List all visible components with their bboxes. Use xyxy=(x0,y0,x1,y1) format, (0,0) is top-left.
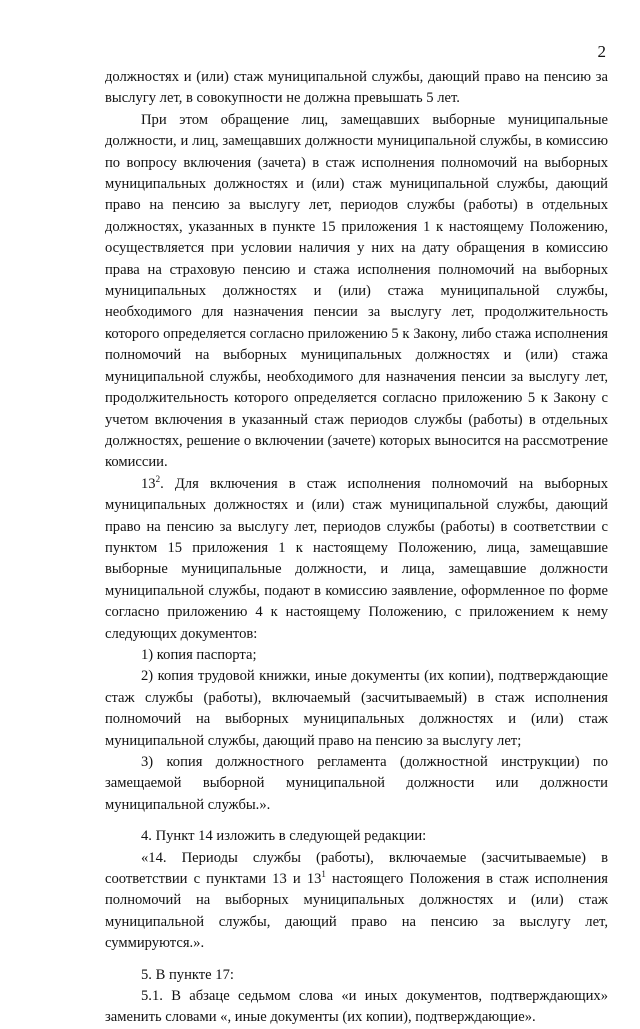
page-number: 2 xyxy=(597,42,606,61)
paragraph-item-4: 4. Пункт 14 изложить в следующей редакции: xyxy=(141,828,427,845)
list-item-passport: 1) копия паспорта; xyxy=(141,646,257,663)
paragraph-appeal-conditions: При этом обращение лиц, замещавших выборные муниципальные должности, и лиц, замещавших должности муниципальной службы, в комиссию по вопросу включения (зачета) в стаж исполнения полномочий на выборных муниципальных должностях и (или) стаж муниципальной службы, дающий право на пенсию за выслугу лет, периодов службы (работы) в отдельных должностях, указанных в пункте 15 приложения 1 к настоящему Положению, осуществляется при условии наличия у них на дату обращения в комиссию права на страховую пенсию и стажа исполнения полномочий на выборных муниципальных должностях и (или) стажа муниципальной службы, необходимого для назначения пенсии за выслугу лет, продолжительность которого определяется согласно приложению 5 к Закону, либо стажа исполнения полномочий на выборных муниципальных должностях и (или) стажа муниципальной службы, необходимого для назначения пенсии за выслугу лет, продолжительность которого определяется согласно приложению 5 к Закону с учетом включения в указанный стаж периодов службы (работы) в отдельных должностях, решение о включении (зачете) которых выносится на рассмотрение комиссии. xyxy=(105,111,608,471)
document-body xyxy=(105,67,608,1029)
paragraph-item-14-text-a: «14. Периоды службы (работы), включаемые (засчитываемые) в соответствии с пунктами 13 и 13 xyxy=(105,849,608,888)
paragraph-continuation: должностях и (или) стаж муниципальной службы, дающий право на пенсию за выслугу лет, в совокупности не должна превышать 5 лет. xyxy=(105,69,608,107)
list-item-job-regulation: 3) копия должностного регламента (должностной инструкции) по замещаемой выборной муниципальной должности или должности муниципальной службы.». xyxy=(105,754,608,813)
paragraph-13-2-superscript: 2 xyxy=(155,473,161,484)
paragraph-item-14 xyxy=(105,848,608,955)
paragraph-13-2-number: 13 xyxy=(141,475,156,492)
paragraph-13-2-text: . Для включения в стаж исполнения полномочий на выборных муниципальных должностях и (или) стаж муниципальной службы, дающий право на пенсию за выслугу лет, периодов службы (работы) в соответствии с пунктом 15 приложения 1 к настоящему Положению, лица, замещавшие выборные муниципальные должности, и лица, замещавшие должности муниципальной службы, подают в комиссию заявление, оформленное по форме согласно приложению 4 к настоящему Положению, с приложением к нему следующих документов: xyxy=(105,475,608,642)
paragraph-13-2 xyxy=(105,474,608,645)
paragraph-item-5: 5. В пункте 17: xyxy=(141,966,234,983)
paragraph-item-14-text-b: настоящего Положения в стаж исполнения полномочий на выборных муниципальных должностях и (или) стаж муниципальной службы, дающий право на пенсию за выслугу лет, суммируются.». xyxy=(105,871,608,952)
list-item-work-book: 2) копия трудовой книжки, иные документы (их копии), подтверждающие стаж службы (работы), включаемый (засчитываемый) в стаж исполнения полномочий на выборных муниципальных должностях и (или) стаж муниципальной службы, дающий право на пенсию за выслугу лет; xyxy=(105,668,608,749)
paragraph-item-14-superscript: 1 xyxy=(321,869,326,880)
paragraph-item-5-1: 5.1. В абзаце седьмом слова «и иных документов, подтверждающих» заменить словами «, иные документы (их копии), подтверждающие». xyxy=(105,988,608,1026)
